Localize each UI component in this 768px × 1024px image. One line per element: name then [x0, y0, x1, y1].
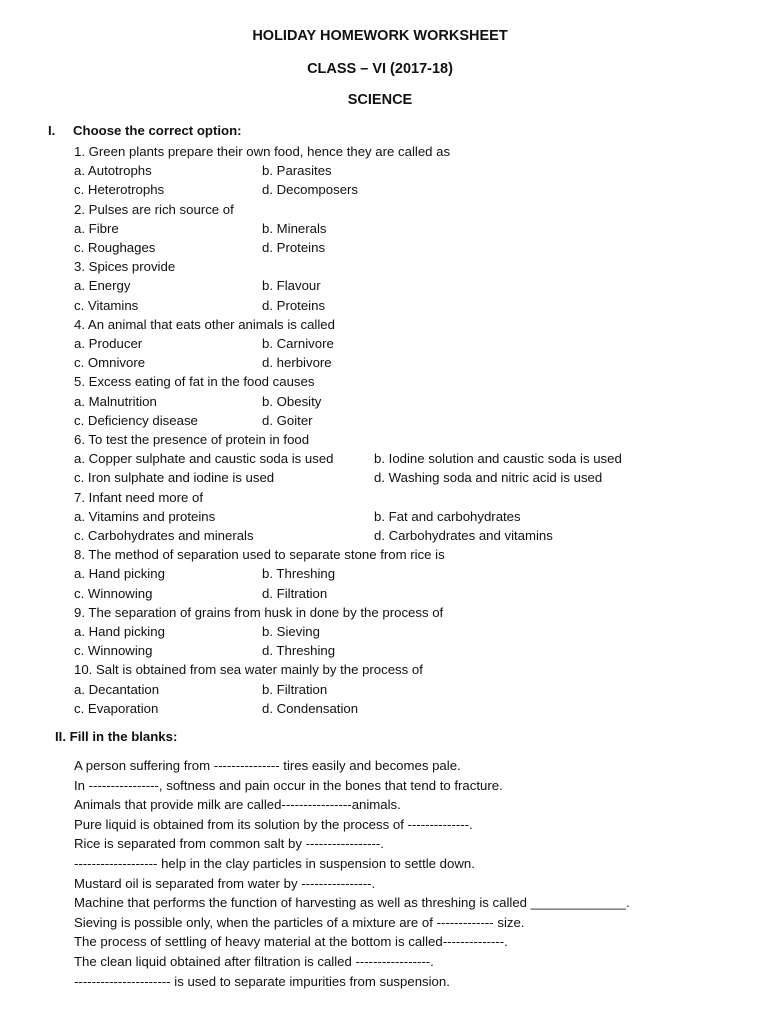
option-label: b. Carnivore	[262, 336, 334, 351]
option-label: c. Heterotrophs	[74, 182, 165, 198]
option-label: a. Hand picking	[74, 566, 165, 582]
options-row	[74, 468, 603, 487]
item-text: ------------------- help in the clay particles in suspension to settle down.	[74, 856, 475, 871]
options-row	[74, 411, 313, 430]
class-line: CLASS – VI (2017-18)	[307, 61, 453, 77]
question-text: 9. The separation of grains from husk in done by the process of	[74, 604, 444, 620]
options-row	[74, 622, 320, 641]
option-label: d. Washing soda and nitric acid is used	[374, 470, 603, 486]
question-text: 1. Green plants prepare their own food, hence they are called as	[74, 144, 451, 159]
option-label: a. Fibre	[74, 220, 119, 236]
option-label: d. Decomposers	[262, 182, 359, 198]
option-label: d. Goiter	[262, 412, 313, 428]
option-label: c. Vitamins	[74, 297, 139, 313]
options-row	[74, 334, 334, 353]
item-text: The clean liquid obtained after filtration is called -----------------.	[74, 954, 434, 969]
option-label: c. Winnowing	[74, 643, 153, 659]
options-row	[74, 296, 326, 315]
options-row	[74, 584, 328, 603]
option-label: b. Sieving	[262, 624, 320, 639]
option-label: a. Hand picking	[74, 624, 165, 639]
worksheet-title: HOLIDAY HOMEWORK WORKSHEET	[252, 28, 508, 44]
options-row	[74, 526, 553, 545]
option-label: a. Vitamins and proteins	[74, 508, 216, 524]
options-row	[74, 276, 321, 295]
option-label: b. Filtration	[262, 681, 328, 697]
option-label: a. Energy	[74, 278, 131, 294]
options-row	[74, 449, 622, 468]
option-label: b. Obesity	[262, 393, 322, 409]
section-1-heading: Choose the correct option:	[73, 123, 242, 138]
item-text: Rice is separated from common salt by -----------------.	[74, 836, 384, 852]
option-label: a. Decantation	[74, 681, 160, 697]
option-label: a. Malnutrition	[74, 393, 157, 409]
option-label: d. Condensation	[262, 700, 359, 716]
question-text: 5. Excess eating of fat in the food causes	[74, 374, 315, 390]
option-label: c. Omnivore	[74, 355, 146, 371]
item-text: Mustard oil is separated from water by ----------------.	[74, 875, 376, 891]
option-label: c. Evaporation	[74, 700, 159, 716]
option-label: b. Minerals	[262, 220, 327, 236]
option-label: b. Parasites	[262, 163, 332, 179]
question-text: 3. Spices provide	[74, 259, 176, 275]
option-label: d. Proteins	[262, 297, 326, 313]
item-text: In ----------------, softness and pain occur in the bones that tend to fracture.	[74, 777, 503, 793]
option-label: d. Carbohydrates and vitamins	[374, 528, 553, 543]
section-2-heading: II. Fill in the blanks:	[55, 729, 178, 744]
options-row	[74, 680, 328, 699]
option-label: a. Autotrophs	[74, 163, 152, 179]
option-label: b. Iodine solution and caustic soda is used	[374, 451, 622, 467]
question-text: 10. Salt is obtained from sea water mainly by the process of	[74, 662, 423, 678]
option-label: b. Threshing	[262, 566, 336, 582]
options-row	[74, 699, 359, 718]
options-row	[74, 353, 332, 372]
question-text: 8. The method of separation used to separate stone from rice is	[74, 547, 445, 563]
option-label: c. Roughages	[74, 240, 156, 255]
item-text: Pure liquid is obtained from its solution by the process of --------------.	[74, 816, 473, 832]
item-text: Machine that performs the function of harvesting as well as threshing is called _____________.	[74, 895, 630, 911]
option-label: c. Winnowing	[74, 585, 153, 601]
subject-heading: SCIENCE	[347, 92, 413, 108]
item-text: Sieving is possible only, when the particles of a mixture are of ------------- size.	[74, 914, 525, 930]
option-label: b. Flavour	[262, 278, 321, 294]
options-row	[74, 180, 359, 199]
option-label: a. Producer	[74, 336, 143, 351]
option-label: c. Carbohydrates and minerals	[74, 528, 254, 543]
question-text: 4. An animal that eats other animals is called	[74, 316, 335, 332]
options-row	[74, 219, 327, 238]
item-text: A person suffering from --------------- tires easily and becomes pale.	[74, 758, 461, 773]
item-text: Animals that provide milk are called----------------animals.	[74, 797, 401, 813]
question-text: 2. Pulses are rich source of	[74, 201, 234, 217]
option-label: c. Deficiency disease	[74, 412, 198, 428]
options-row	[74, 564, 336, 583]
question-text: 7. Infant need more of	[74, 489, 204, 505]
options-row	[74, 238, 326, 257]
options-row	[74, 507, 521, 526]
option-label: c. Iron sulphate and iodine is used	[74, 470, 275, 486]
option-label: b. Fat and carbohydrates	[374, 508, 521, 524]
option-label: d. Filtration	[262, 585, 328, 601]
options-row	[74, 641, 336, 660]
option-label: d. Threshing	[262, 643, 336, 659]
option-label: a. Copper sulphate and caustic soda is used	[74, 451, 334, 467]
options-row	[74, 161, 332, 180]
option-label: d. herbivore	[262, 355, 332, 371]
options-row	[74, 392, 322, 411]
question-text: 6. To test the presence of protein in food	[74, 432, 310, 447]
item-text: The process of settling of heavy material at the bottom is called--------------.	[74, 934, 508, 950]
item-text: ---------------------- is used to separate impurities from suspension.	[74, 973, 450, 989]
option-label: d. Proteins	[262, 240, 326, 255]
section-1-numeral: I.	[48, 123, 56, 138]
